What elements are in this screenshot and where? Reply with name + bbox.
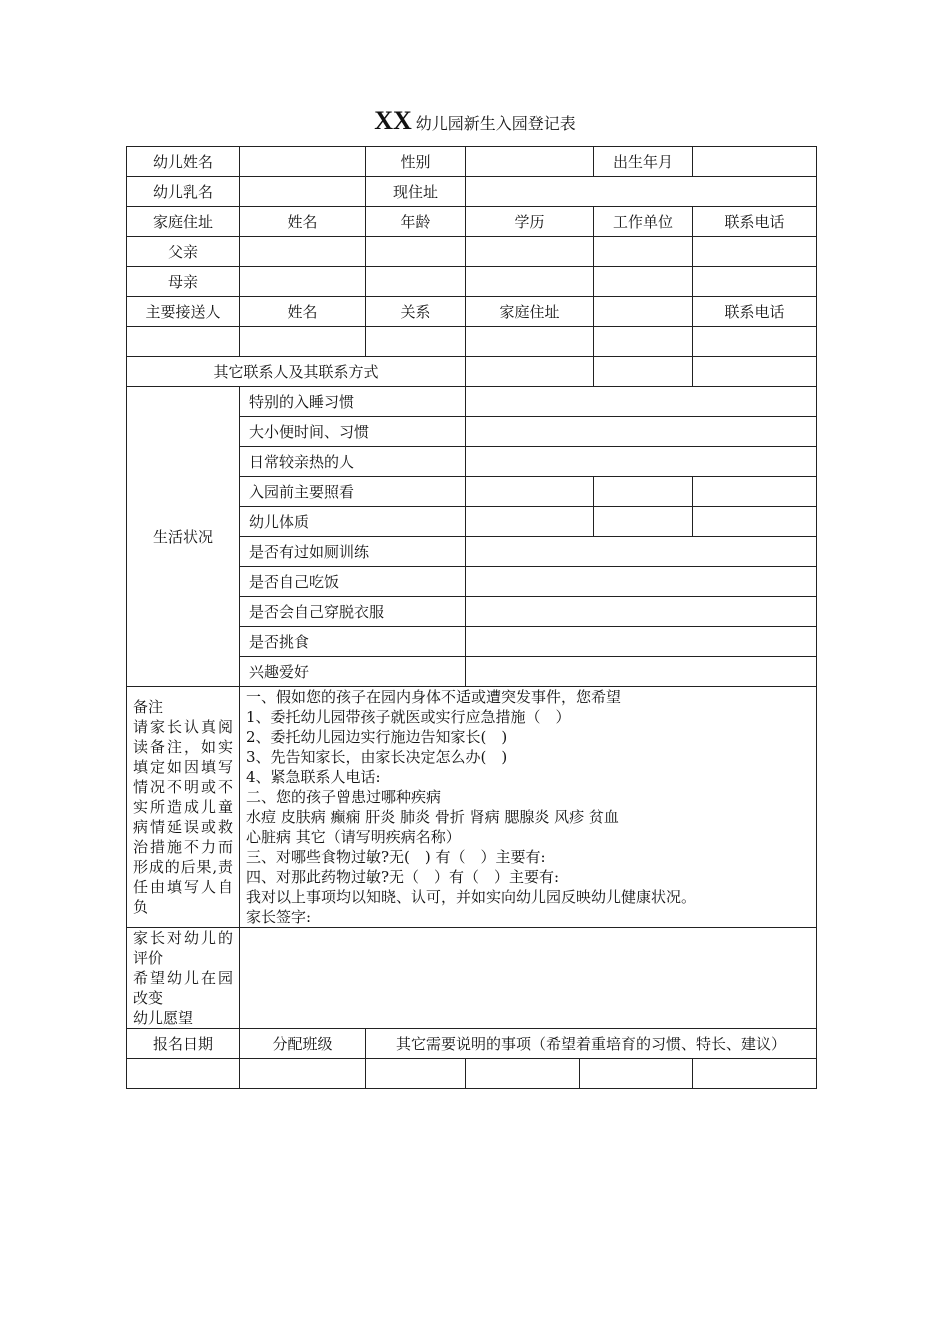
notes-instructions: 请家长认真阅读备注，如实填定如因填写情况不明或不实所造成儿童病情延误或救治措施不力而形成的后果,责任由填写人自负 bbox=[133, 718, 233, 916]
row-family-header bbox=[127, 207, 817, 237]
living-item-field[interactable] bbox=[466, 537, 817, 567]
row-notes bbox=[127, 687, 817, 928]
living-item-field[interactable] bbox=[693, 507, 817, 537]
notes-line: 一、假如您的孩子在园内身体不适或遭突发事件，您希望 bbox=[246, 688, 622, 706]
main-pickup-label: 主要接送人 bbox=[127, 297, 240, 327]
evaluation-label bbox=[127, 928, 240, 1029]
living-item: 入园前主要照看 bbox=[240, 477, 466, 507]
row-child-basic bbox=[127, 147, 817, 177]
assign-class-label: 分配班级 bbox=[240, 1029, 366, 1059]
living-item: 兴趣爱好 bbox=[240, 657, 466, 687]
living-item: 大小便时间、习惯 bbox=[240, 417, 466, 447]
father-label: 父亲 bbox=[127, 237, 240, 267]
row-living-1 bbox=[127, 387, 817, 417]
employer-header: 工作单位 bbox=[594, 207, 693, 237]
pickup-name-header: 姓名 bbox=[240, 297, 366, 327]
title-prefix: XX bbox=[374, 106, 412, 135]
other-notes-field-1[interactable] bbox=[366, 1059, 466, 1089]
notes-content[interactable] bbox=[240, 687, 817, 928]
other-contacts-field-2[interactable] bbox=[594, 357, 693, 387]
notes-line: 我对以上事项均以知晓、认可，并如实向幼儿园反映幼儿健康状况。 bbox=[246, 888, 697, 906]
notes-line: 三、对哪些食物过敏?无( ) 有（ ）主要有: bbox=[246, 848, 546, 866]
other-contacts-field-3[interactable] bbox=[693, 357, 817, 387]
father-employer-field[interactable] bbox=[594, 237, 693, 267]
row-footer-header bbox=[127, 1029, 817, 1059]
pickup-relation-field[interactable] bbox=[366, 327, 466, 357]
living-item: 特别的入睡习惯 bbox=[240, 387, 466, 417]
row-father bbox=[127, 237, 817, 267]
living-item-field[interactable] bbox=[466, 387, 817, 417]
evaluation-line: 家长对幼儿的评价 bbox=[133, 929, 233, 967]
living-item-field[interactable] bbox=[466, 477, 594, 507]
reg-date-label: 报名日期 bbox=[127, 1029, 240, 1059]
living-item-field[interactable] bbox=[466, 417, 817, 447]
current-address-field[interactable] bbox=[466, 177, 817, 207]
mother-label: 母亲 bbox=[127, 267, 240, 297]
living-item-field[interactable] bbox=[466, 597, 817, 627]
pickup-name-field[interactable] bbox=[240, 327, 366, 357]
parent-phone-header: 联系电话 bbox=[693, 207, 817, 237]
living-item: 是否挑食 bbox=[240, 627, 466, 657]
gender-field[interactable] bbox=[466, 147, 594, 177]
notes-title: 备注 bbox=[133, 698, 164, 716]
reg-date-field[interactable] bbox=[127, 1059, 240, 1089]
other-notes-field-3[interactable] bbox=[580, 1059, 693, 1089]
father-education-field[interactable] bbox=[466, 237, 594, 267]
notes-line: 4、紧急联系人电话: bbox=[246, 768, 381, 786]
father-phone-field[interactable] bbox=[693, 237, 817, 267]
living-item-field[interactable] bbox=[466, 507, 594, 537]
row-pickup-entry bbox=[127, 327, 817, 357]
nickname-label: 幼儿乳名 bbox=[127, 177, 240, 207]
assign-class-field[interactable] bbox=[240, 1059, 366, 1089]
child-name-label: 幼儿姓名 bbox=[127, 147, 240, 177]
age-header: 年龄 bbox=[366, 207, 466, 237]
living-item-field[interactable] bbox=[466, 567, 817, 597]
other-notes-field-4[interactable] bbox=[693, 1059, 817, 1089]
father-age-field[interactable] bbox=[366, 237, 466, 267]
father-name-field[interactable] bbox=[240, 237, 366, 267]
pickup-phone-header: 联系电话 bbox=[693, 297, 817, 327]
other-contacts-label: 其它联系人及其联系方式 bbox=[127, 357, 466, 387]
nickname-field[interactable] bbox=[240, 177, 366, 207]
living-item: 是否有过如厕训练 bbox=[240, 537, 466, 567]
parent-signature-line: 家长签字: bbox=[246, 908, 312, 926]
gender-label: 性别 bbox=[366, 147, 466, 177]
notes-line: 二、您的孩子曾患过哪种疾病 bbox=[246, 788, 442, 806]
other-contacts-field-1[interactable] bbox=[466, 357, 594, 387]
pickup-entry-field-1[interactable] bbox=[127, 327, 240, 357]
mother-employer-field[interactable] bbox=[594, 267, 693, 297]
child-name-field[interactable] bbox=[240, 147, 366, 177]
pickup-phone-field[interactable] bbox=[693, 327, 817, 357]
row-pickup-header bbox=[127, 297, 817, 327]
notes-line: 1、委托幼儿园带孩子就医或实行应急措施（ ） bbox=[246, 708, 571, 726]
notes-line: 四、对那此药物过敏?无（ ）有（ ）主要有: bbox=[246, 868, 560, 886]
notes-line: 3、先告知家长，由家长决定怎么办( ) bbox=[246, 748, 508, 766]
living-status-label: 生活状况 bbox=[127, 387, 240, 687]
other-notes-label: 其它需要说明的事项（希望着重培育的习惯、特长、建议） bbox=[366, 1029, 817, 1059]
family-address-label: 家庭住址 bbox=[127, 207, 240, 237]
registration-form-table bbox=[126, 146, 817, 1089]
birth-date-label: 出生年月 bbox=[594, 147, 693, 177]
living-item: 是否会自己穿脱衣服 bbox=[240, 597, 466, 627]
mother-name-field[interactable] bbox=[240, 267, 366, 297]
notes-line: 水痘 皮肤病 癫痫 肝炎 肺炎 骨折 肾病 腮腺炎 风疹 贫血 bbox=[246, 808, 619, 826]
row-evaluation bbox=[127, 928, 817, 1029]
pickup-address-field-2[interactable] bbox=[594, 327, 693, 357]
mother-phone-field[interactable] bbox=[693, 267, 817, 297]
form-title bbox=[0, 106, 950, 136]
row-mother bbox=[127, 267, 817, 297]
birth-date-field[interactable] bbox=[693, 147, 817, 177]
notes-line: 心脏病 其它（请写明疾病名称） bbox=[246, 828, 461, 846]
mother-education-field[interactable] bbox=[466, 267, 594, 297]
living-item-field[interactable] bbox=[594, 477, 693, 507]
pickup-address-field[interactable] bbox=[466, 327, 594, 357]
home-address-header: 家庭住址 bbox=[466, 297, 594, 327]
current-address-label: 现住址 bbox=[366, 177, 466, 207]
row-other-contacts bbox=[127, 357, 817, 387]
evaluation-field[interactable] bbox=[240, 928, 817, 1029]
education-header: 学历 bbox=[466, 207, 594, 237]
row-nickname bbox=[127, 177, 817, 207]
row-footer-entry bbox=[127, 1059, 817, 1089]
living-item-field[interactable] bbox=[466, 627, 817, 657]
living-item: 幼儿体质 bbox=[240, 507, 466, 537]
living-item: 是否自己吃饭 bbox=[240, 567, 466, 597]
living-item-field[interactable] bbox=[693, 477, 817, 507]
living-item: 日常较亲热的人 bbox=[240, 447, 466, 477]
other-notes-field-2[interactable] bbox=[466, 1059, 580, 1089]
evaluation-line: 希望幼儿在园改变 bbox=[133, 969, 233, 1007]
evaluation-line: 幼儿愿望 bbox=[133, 1009, 194, 1027]
living-item-field[interactable] bbox=[594, 507, 693, 537]
mother-age-field[interactable] bbox=[366, 267, 466, 297]
title-text: 幼儿园新生入园登记表 bbox=[415, 114, 576, 133]
pickup-header-blank bbox=[594, 297, 693, 327]
living-item-field[interactable] bbox=[466, 657, 817, 687]
notes-line: 2、委托幼儿园边实行施边告知家长( ) bbox=[246, 728, 508, 746]
relation-header: 关系 bbox=[366, 297, 466, 327]
notes-label bbox=[127, 687, 240, 928]
living-item-field[interactable] bbox=[466, 447, 817, 477]
parent-name-header: 姓名 bbox=[240, 207, 366, 237]
